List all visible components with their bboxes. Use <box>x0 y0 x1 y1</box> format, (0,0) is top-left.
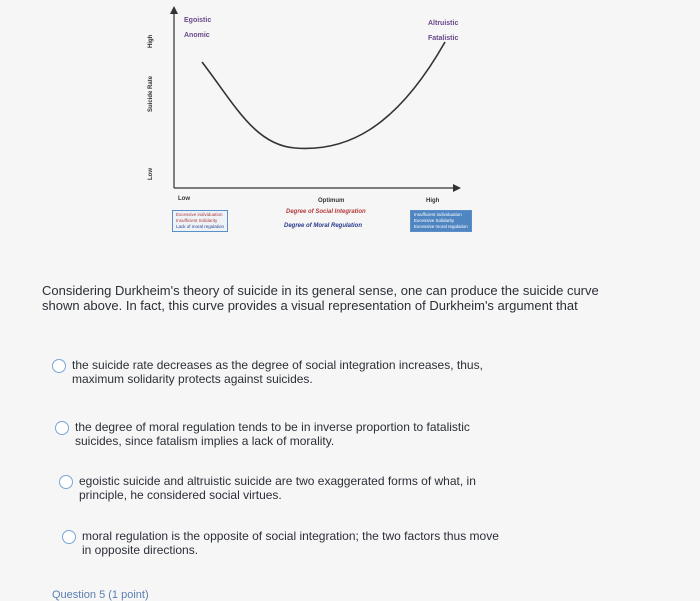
left-box-line-1: Excessive individuation <box>176 212 223 217</box>
x-axis-high-label: High <box>426 198 440 204</box>
x-axis-arrow <box>453 184 461 192</box>
option-1-line-2: maximum solidarity protects against suicides. <box>72 372 313 386</box>
radio-button-2[interactable] <box>55 421 69 435</box>
fatalistic-label: Fatalistic <box>428 35 459 42</box>
right-box-line-2: Excessive Solidarity <box>414 218 455 223</box>
option-4-line-1: moral regulation is the opposite of social integration; the two factors thus move <box>82 529 499 543</box>
moral-regulation-label: Degree of Moral Regulation <box>284 223 363 229</box>
answer-option-4[interactable] <box>62 529 499 557</box>
option-3-line-1: egoistic suicide and altruistic suicide are two exaggerated forms of what, in <box>79 474 476 488</box>
left-box-line-2: Insufficient Solidarity <box>176 218 218 223</box>
egoistic-label: Egoistic <box>184 17 212 24</box>
option-2-line-1: the degree of moral regulation tends to be in inverse proportion to fatalistic <box>75 420 470 434</box>
option-2-line-2: suicides, since fatalism implies a lack of morality. <box>75 434 335 448</box>
altruistic-label: Altruistic <box>428 20 459 27</box>
left-box-line-3: Lack of moral regulation <box>176 224 225 229</box>
y-axis-arrow <box>170 6 178 14</box>
radio-button-1[interactable] <box>52 359 66 373</box>
suicide-curve-figure <box>0 0 700 250</box>
x-axis-low-label: Low <box>178 196 190 202</box>
next-question-link[interactable]: Question 5 (1 point) <box>52 589 149 601</box>
answer-option-2[interactable] <box>55 420 470 448</box>
social-integration-label: Degree of Social Integration <box>286 209 366 215</box>
radio-button-4[interactable] <box>62 530 76 544</box>
low-end-box <box>172 210 228 232</box>
option-3-line-2: principle, he considered social virtues. <box>79 488 282 502</box>
answer-option-1[interactable] <box>52 358 483 386</box>
option-4-line-2: in opposite directions. <box>82 543 199 557</box>
y-axis-title: Suicide Rate <box>148 75 154 112</box>
answer-option-3[interactable] <box>59 474 476 502</box>
option-1-line-1: the suicide rate decreases as the degree of social integration increases, thus, <box>72 358 483 372</box>
optimum-label: Optimum <box>318 198 345 204</box>
suicide-curve <box>202 42 445 148</box>
question-text: Considering Durkheim's theory of suicide in its general sense, one can produce the suicide curve shown above. In fact, this curve provides a visual representation of Durkheim's argument that <box>42 283 599 313</box>
right-box-line-1: Insufficient individuation <box>414 212 462 217</box>
y-axis-high-label: High <box>148 34 154 48</box>
anomic-label: Anomic <box>184 32 210 39</box>
radio-button-3[interactable] <box>59 475 73 489</box>
y-axis-low-label: Low <box>148 168 154 180</box>
right-box-line-3: Excessive moral regulation <box>414 224 468 229</box>
high-end-box <box>410 210 472 232</box>
